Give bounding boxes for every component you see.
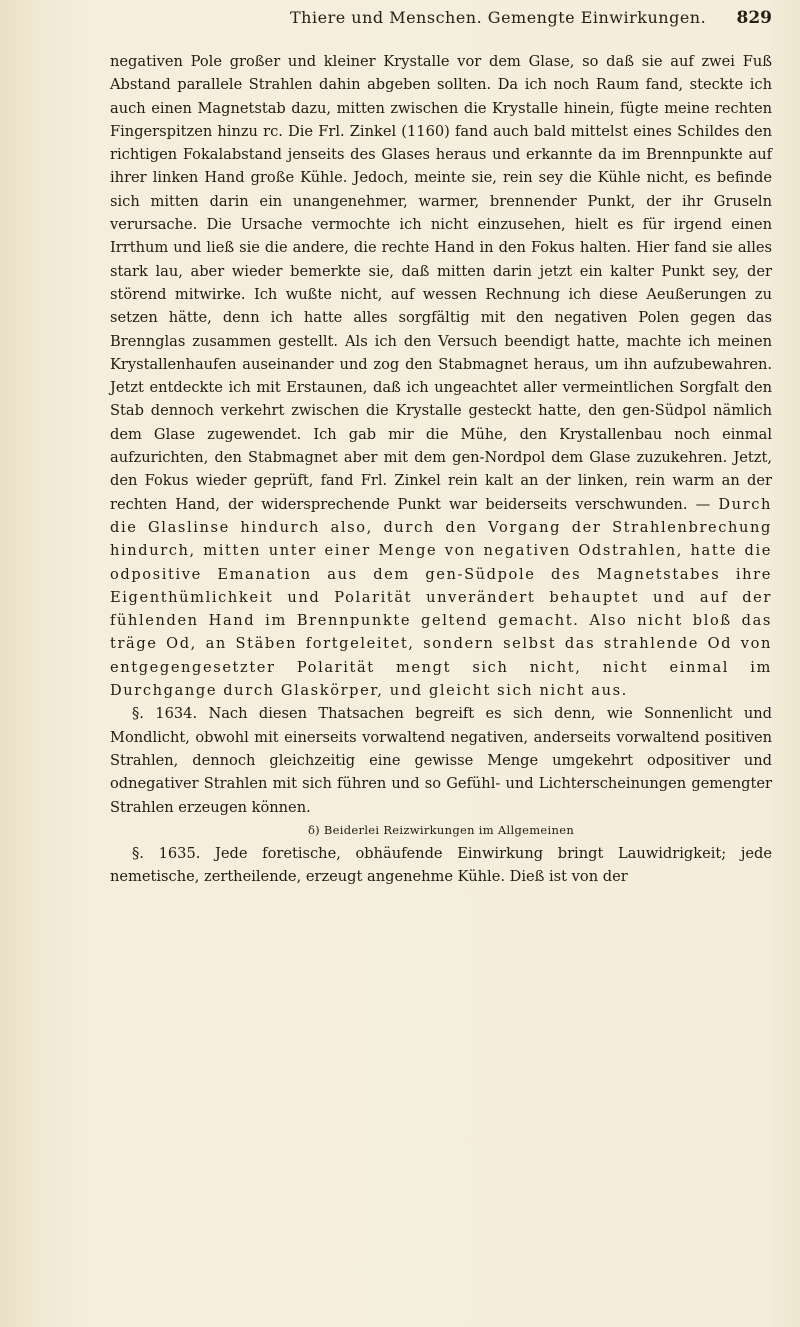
paragraph: §. 1635. Jede foretische, obhäufende Einwirkung bringt Lauwidrigkeit; jede nemetische, zertheilende, erzeugt angenehme Kühle. Dieß ist von der: [110, 845, 772, 886]
body-text: [110, 50, 772, 889]
running-header: [110, 8, 772, 34]
paragraph-text: negativen Pole großer und kleiner Krystalle vor dem Glase, so daß sie auf zwei Fuß Abstand parallele Strahlen dahin abgeben sollten. Da ich noch Raum fand, steckte ich auch einen Magnetstab dazu, mitten zwischen die Krystalle hinein, fügte meine rechten Fingerspitzen hinzu rc. Die Frl. Zinkel (1160) fand auch bald mittelst eines Schildes den richtigen Fokalabstand jenseits des Glases heraus und erkannte da im Brennpunkte auf ihrer linken Hand große Kühle. Jedoch, meinte sie, rein sey die Kühle nicht, es befinde sich mitten darin ein unangenehmer, warmer, brennender Punkt, der ihr Gruseln verursache. Die Ursache vermochte ich nicht einzusehen, hielt es für irgend einen Irrthum und ließ sie die andere, die rechte Hand in den Fokus halten. Hier fand sie alles stark lau, aber wieder bemerkte sie, daß mitten darin jetzt ein kalter Punkt sey, der störend mitwirke. Ich wußte nicht, auf wessen Rechnung ich diese Aeußerungen zu setzen hätte, denn ich hatte alles sorgfältig mit den negativen Polen gegen das Brennglas zusammen gestellt. Als ich den Versuch beendigt hatte, machte ich meinen Krystallenhaufen auseinander und zog den Stabmagnet heraus, um ihn aufzubewahren. Jetzt entdeckte ich mit Erstaunen, daß ich ungeachtet aller vermeintlichen Sorgfalt den Stab dennoch verkehrt zwischen die Krystalle gesteckt hatte, den gen-Südpol nämlich dem Glase zugewendet. Ich gab mir die Mühe, den Krystallenbau noch einmal aufzurichten, den Stabmagnet aber mit dem gen-Nordpol dem Glase zuzukehren. Jetzt, den Fokus wieder geprüft, fand Frl. Zinkel rein kalt an der linken, rein warm an der rechten Hand, der widersprechende Punkt war beiderseits verschwunden. —: [110, 53, 772, 513]
page-number: 829: [736, 8, 772, 28]
spaced-emphasis-text: Durch die Glaslinse hindurch also, durch den Vorgang der Strahlenbrechung hindurch, mitten unter einer Menge von negativen Odstrahlen, hatte die odpositive Emanation aus dem gen-Südpole des Magnetstabes ihre Eigenthümlichkeit und Polarität unverändert behauptet und auf der fühlenden Hand im Brennpunkte geltend gemacht. Also nicht bloß das träge Od, an Stäben fortgeleitet, sondern selbst das strahlende Od von entgegengesetzter Polarität mengt sich nicht, nicht einmal im Durchgange durch Glaskörper, und gleicht sich nicht aus.: [110, 495, 773, 700]
running-title: Thiere und Menschen. Gemengte Einwirkungen.: [290, 8, 707, 27]
paragraph: [110, 50, 772, 702]
section-subheading: δ) Beiderlei Reizwirkungen im Allgemeinen: [307, 822, 575, 837]
paragraph: §. 1634. Nach diesen Thatsachen begreift es sich denn, wie Sonnenlicht und Mondlicht, obwohl mit einerseits vorwaltend negativen, anderseits vorwaltend positiven Strahlen, dennoch gleichzeitig eine gewisse Menge umgekehrt odpositiver und odnegativer Strahlen mit sich führen und so Gefühl- und Lichterscheinungen gemengter Strahlen erzeugen können.: [110, 705, 772, 816]
